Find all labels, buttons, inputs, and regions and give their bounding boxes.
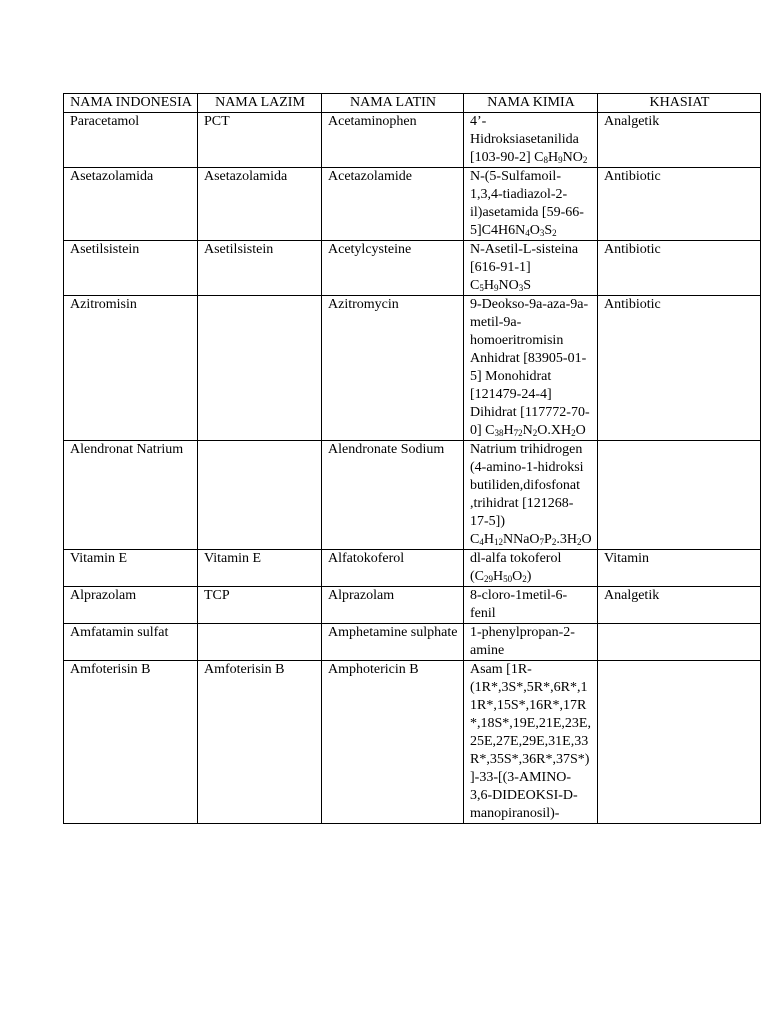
subscript: 2 <box>552 228 557 238</box>
subscript: 7 <box>539 537 545 547</box>
cell-nama-kimia: N-Asetil-L-sisteina [616-91-1] $C_5H_9NO_3S$ <box>464 241 598 296</box>
table-row <box>64 624 761 661</box>
subscript: 72 <box>513 428 523 438</box>
table-row <box>64 661 761 824</box>
table-row <box>64 241 761 296</box>
cell-nama-latin: Amphetamine sulphate <box>322 624 464 661</box>
table-header-row <box>64 94 761 113</box>
cell-nama-kimia: 9-Deokso-9a-aza-9a-metil-9a-homoeritromisin Anhidrat [83905-01-5] Monohidrat [121479-24-4] Dihidrat [117772-70-0] $C_{38}H_{72}N_2O.XH_2O$ <box>464 296 598 441</box>
cell-nama-lazim: Asetilsistein <box>198 241 322 296</box>
subscript: 2 <box>532 428 538 438</box>
cell-nama-kimia: Asam [1R-(1R*,3S*,5R*,6R*,11R*,15S*,16R*,17R*,18S*,19E,21E,23E,25E,27E,29E,31E,33R*,35S*,36R*,37S*)]-33-[(3-AMINO-3,6-DIDEOKSI-D-manopiranosil)- <box>464 661 598 824</box>
cell-nama-kimia: dl-alfa tokoferol $(C_{29}H_{50}O_2)$ <box>464 550 598 587</box>
cell-nama-lazim <box>198 296 322 441</box>
cell-nama-latin: Acetylcysteine <box>322 241 464 296</box>
cell-nama-lazim: Asetazolamida <box>198 168 322 241</box>
table-row <box>64 550 761 587</box>
cell-nama-lazim: TCP <box>198 587 322 624</box>
drug-table <box>63 93 761 824</box>
table-row <box>64 296 761 441</box>
subscript: 50 <box>503 574 513 584</box>
header-nama-latin: NAMA LATIN <box>322 94 464 113</box>
cell-nama-lazim <box>198 624 322 661</box>
table-row <box>64 168 761 241</box>
cell-nama-indonesia: Alprazolam <box>64 587 198 624</box>
subscript: 2 <box>522 574 527 584</box>
cell-nama-lazim: PCT <box>198 113 322 168</box>
cell-nama-lazim: Vitamin E <box>198 550 322 587</box>
cell-nama-lazim <box>198 441 322 550</box>
table-row <box>64 587 761 624</box>
header-khasiat: KHASIAT <box>598 94 761 113</box>
subscript: 2 <box>571 428 576 438</box>
cell-nama-indonesia: Alendronat Natrium <box>64 441 198 550</box>
subscript: 4 <box>525 228 530 238</box>
table-row <box>64 441 761 550</box>
subscript: 2 <box>551 537 557 547</box>
cell-nama-kimia: 1-phenylpropan-2-amine <box>464 624 598 661</box>
cell-nama-latin: Amphotericin B <box>322 661 464 824</box>
cell-nama-indonesia: Asetazolamida <box>64 168 198 241</box>
subscript: 9 <box>493 283 499 293</box>
header-nama-lazim: NAMA LAZIM <box>198 94 322 113</box>
cell-khasiat: Analgetik <box>598 113 761 168</box>
cell-nama-indonesia: Amfatamin sulfat <box>64 624 198 661</box>
subscript: 3 <box>539 228 545 238</box>
table-body <box>64 113 761 824</box>
cell-nama-indonesia: Asetilsistein <box>64 241 198 296</box>
table-row <box>64 113 761 168</box>
cell-nama-indonesia: Azitromisin <box>64 296 198 441</box>
cell-nama-kimia: Natrium trihidrogen (4-amino-1-hidroksi butiliden,difosfonat ,trihidrat [121268-17-5]) $C_4H_{12}NNaO_7P_2.3H_2O$ <box>464 441 598 550</box>
subscript: 4 <box>479 537 484 547</box>
subscript: 29 <box>484 574 493 584</box>
subscript: 8 <box>543 155 548 165</box>
cell-nama-lazim: Amfoterisin B <box>198 661 322 824</box>
cell-nama-kimia: N-(5-Sulfamoil-1,3,4-tiadiazol-2-il)asetamida $[59-66-5]C4H6N_4O_3S_2$ <box>464 168 598 241</box>
cell-khasiat: Vitamin <box>598 550 761 587</box>
subscript: 12 <box>493 537 503 547</box>
cell-nama-latin: Azitromycin <box>322 296 464 441</box>
cell-nama-latin: Alendronate Sodium <box>322 441 464 550</box>
header-nama-kimia: NAMA KIMIA <box>464 94 598 113</box>
cell-khasiat <box>598 624 761 661</box>
subscript: 5 <box>479 283 484 293</box>
cell-nama-indonesia: Paracetamol <box>64 113 198 168</box>
cell-khasiat <box>598 661 761 824</box>
cell-nama-latin: Alprazolam <box>322 587 464 624</box>
cell-nama-latin: Acetaminophen <box>322 113 464 168</box>
cell-khasiat: Antibiotic <box>598 168 761 241</box>
cell-nama-kimia: 4’-Hidroksiasetanilida [103-90-2] $C_8H_9NO_2$ <box>464 113 598 168</box>
cell-nama-latin: Alfatokoferol <box>322 550 464 587</box>
cell-nama-indonesia: Vitamin E <box>64 550 198 587</box>
subscript: 2 <box>582 155 588 165</box>
subscript: 3 <box>518 283 524 293</box>
subscript: 38 <box>494 428 504 438</box>
cell-nama-kimia: 8-cloro-1metil-6-fenil <box>464 587 598 624</box>
subscript: 2 <box>576 537 582 547</box>
cell-nama-latin: Acetazolamide <box>322 168 464 241</box>
cell-nama-indonesia: Amfoterisin B <box>64 661 198 824</box>
cell-khasiat: Antibiotic <box>598 296 761 441</box>
header-nama-indonesia: NAMA INDONESIA <box>64 94 198 113</box>
cell-khasiat: Analgetik <box>598 587 761 624</box>
cell-khasiat <box>598 441 761 550</box>
subscript: 9 <box>558 155 563 165</box>
cell-khasiat: Antibiotic <box>598 241 761 296</box>
